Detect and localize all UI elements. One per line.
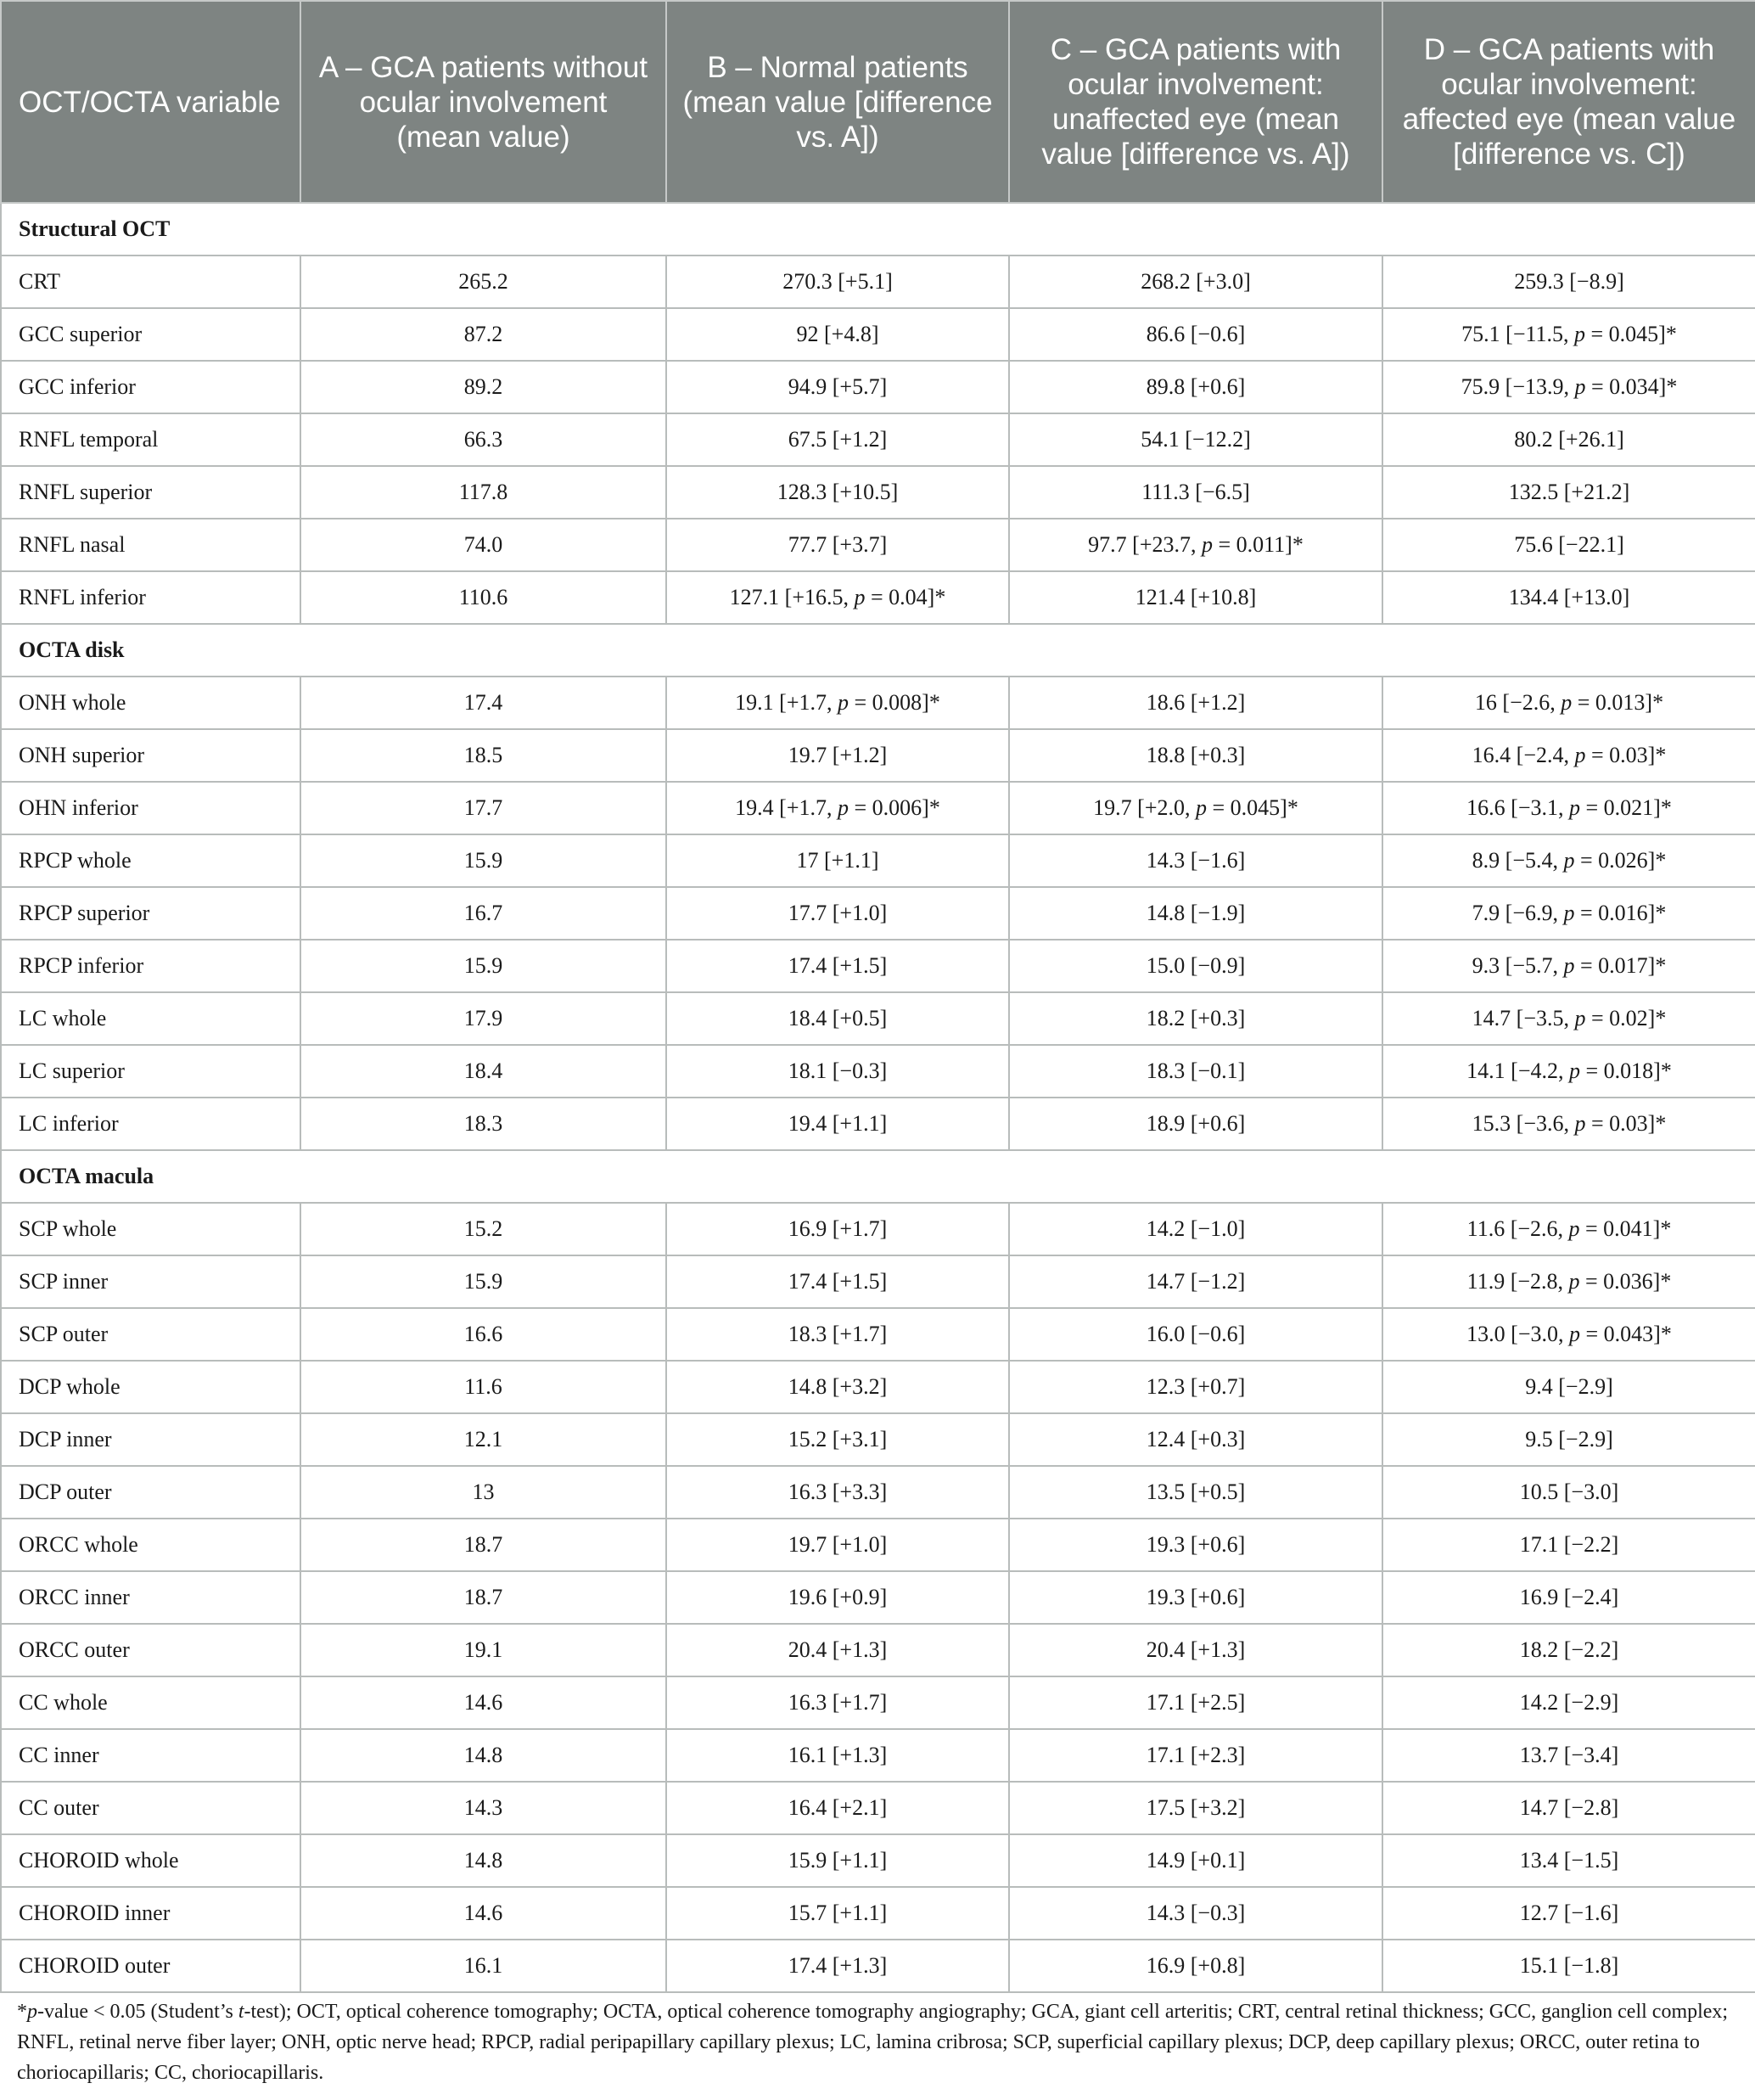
cell-group-a: 110.6 xyxy=(300,571,666,624)
cell-group-c: 20.4 [+1.3] xyxy=(1009,1624,1382,1676)
cell-group-b: 16.3 [+3.3] xyxy=(666,1466,1009,1519)
cell-group-c: 121.4 [+10.8] xyxy=(1009,571,1382,624)
cell-group-c: 12.3 [+0.7] xyxy=(1009,1361,1382,1413)
cell-group-b: 20.4 [+1.3] xyxy=(666,1624,1009,1676)
cell-group-d: 134.4 [+13.0] xyxy=(1382,571,1755,624)
p-symbol: p xyxy=(1563,848,1575,873)
cell-group-a: 14.8 xyxy=(300,1729,666,1782)
header-variable: OCT/OCTA variable xyxy=(1,1,300,203)
cell-group-a: 16.1 xyxy=(300,1940,666,1992)
cell-group-b: 17.4 [+1.3] xyxy=(666,1940,1009,1992)
cell-variable: CC inner xyxy=(1,1729,300,1782)
table-row xyxy=(1,1466,1755,1519)
cell-group-a: 18.7 xyxy=(300,1519,666,1571)
p-symbol: p xyxy=(1574,743,1586,767)
cell-group-b: 15.2 [+3.1] xyxy=(666,1413,1009,1466)
section-title: OCTA disk xyxy=(1,624,1755,677)
table-row xyxy=(1,1676,1755,1729)
cell-variable: SCP inner xyxy=(1,1255,300,1308)
cell-group-d: 18.2 [−2.2] xyxy=(1382,1624,1755,1676)
cell-variable: RNFL nasal xyxy=(1,519,300,571)
cell-group-d: 75.6 [−22.1] xyxy=(1382,519,1755,571)
cell-group-a: 89.2 xyxy=(300,361,666,413)
cell-group-c: 15.0 [−0.9] xyxy=(1009,940,1382,992)
cell-group-b: 77.7 [+3.7] xyxy=(666,519,1009,571)
cell-group-b: 128.3 [+10.5] xyxy=(666,466,1009,519)
cell-group-d: 9.3 [−5.7, p = 0.017]* xyxy=(1382,940,1755,992)
cell-group-c: 19.3 [+0.6] xyxy=(1009,1571,1382,1624)
cell-variable: RNFL temporal xyxy=(1,413,300,466)
cell-group-a: 18.5 xyxy=(300,729,666,782)
cell-group-d: 12.7 [−1.6] xyxy=(1382,1887,1755,1940)
cell-group-d: 14.1 [−4.2, p = 0.018]* xyxy=(1382,1045,1755,1098)
cell-group-d: 13.0 [−3.0, p = 0.043]* xyxy=(1382,1308,1755,1361)
p-symbol: p xyxy=(1569,795,1580,820)
cell-group-c: 13.5 [+0.5] xyxy=(1009,1466,1382,1519)
cell-variable: CHOROID inner xyxy=(1,1887,300,1940)
cell-group-d: 75.9 [−13.9, p = 0.034]* xyxy=(1382,361,1755,413)
cell-variable: RPCP superior xyxy=(1,887,300,940)
cell-group-a: 15.9 xyxy=(300,1255,666,1308)
cell-group-d: 16.9 [−2.4] xyxy=(1382,1571,1755,1624)
cell-variable: LC whole xyxy=(1,992,300,1045)
cell-variable: SCP whole xyxy=(1,1203,300,1255)
table-row xyxy=(1,1308,1755,1361)
cell-group-b: 16.3 [+1.7] xyxy=(666,1676,1009,1729)
cell-group-a: 14.3 xyxy=(300,1782,666,1834)
cell-group-d: 7.9 [−6.9, p = 0.016]* xyxy=(1382,887,1755,940)
table-row xyxy=(1,940,1755,992)
cell-group-d: 17.1 [−2.2] xyxy=(1382,1519,1755,1571)
cell-variable: RPCP inferior xyxy=(1,940,300,992)
table-row xyxy=(1,1887,1755,1940)
cell-group-c: 14.9 [+0.1] xyxy=(1009,1834,1382,1887)
cell-group-a: 18.4 xyxy=(300,1045,666,1098)
cell-group-c: 17.1 [+2.3] xyxy=(1009,1729,1382,1782)
p-symbol: p xyxy=(1561,690,1573,715)
cell-group-c: 17.5 [+3.2] xyxy=(1009,1782,1382,1834)
cell-variable: LC superior xyxy=(1,1045,300,1098)
table-row xyxy=(1,413,1755,466)
table-row xyxy=(1,834,1755,887)
table-row xyxy=(1,1729,1755,1782)
table-row xyxy=(1,519,1755,571)
cell-group-c: 19.3 [+0.6] xyxy=(1009,1519,1382,1571)
cell-variable: RPCP whole xyxy=(1,834,300,887)
cell-group-b: 18.1 [−0.3] xyxy=(666,1045,1009,1098)
table-body xyxy=(1,203,1755,1992)
cell-group-b: 18.4 [+0.5] xyxy=(666,992,1009,1045)
cell-group-c: 18.2 [+0.3] xyxy=(1009,992,1382,1045)
p-symbol: p xyxy=(1201,532,1213,557)
cell-group-a: 13 xyxy=(300,1466,666,1519)
cell-variable: GCC superior xyxy=(1,308,300,361)
cell-group-b: 19.7 [+1.2] xyxy=(666,729,1009,782)
p-symbol: p xyxy=(1568,1216,1580,1241)
cell-variable: ONH superior xyxy=(1,729,300,782)
cell-group-d: 80.2 [+26.1] xyxy=(1382,413,1755,466)
cell-group-a: 17.9 xyxy=(300,992,666,1045)
cell-group-c: 18.9 [+0.6] xyxy=(1009,1098,1382,1150)
table-row xyxy=(1,1098,1755,1150)
cell-group-d: 15.1 [−1.8] xyxy=(1382,1940,1755,1992)
cell-variable: LC inferior xyxy=(1,1098,300,1150)
p-symbol: p xyxy=(838,795,849,820)
cell-group-d: 16.4 [−2.4, p = 0.03]* xyxy=(1382,729,1755,782)
p-symbol: p xyxy=(1574,1111,1586,1136)
cell-group-b: 19.7 [+1.0] xyxy=(666,1519,1009,1571)
cell-group-c: 18.6 [+1.2] xyxy=(1009,677,1382,729)
p-symbol: p xyxy=(1568,1269,1580,1294)
cell-variable: CC whole xyxy=(1,1676,300,1729)
p-symbol: p xyxy=(1574,322,1586,346)
cell-group-b: 92 [+4.8] xyxy=(666,308,1009,361)
cell-group-b: 19.1 [+1.7, p = 0.008]* xyxy=(666,677,1009,729)
cell-group-a: 74.0 xyxy=(300,519,666,571)
table-row xyxy=(1,1571,1755,1624)
cell-group-a: 87.2 xyxy=(300,308,666,361)
cell-group-d: 11.9 [−2.8, p = 0.036]* xyxy=(1382,1255,1755,1308)
cell-group-a: 11.6 xyxy=(300,1361,666,1413)
cell-group-a: 12.1 xyxy=(300,1413,666,1466)
cell-group-a: 18.3 xyxy=(300,1098,666,1150)
cell-group-b: 94.9 [+5.7] xyxy=(666,361,1009,413)
header-group-c: C – GCA patients with ocular involvement: unaffected eye (mean value [difference vs. A]) xyxy=(1009,1,1382,203)
cell-group-b: 127.1 [+16.5, p = 0.04]* xyxy=(666,571,1009,624)
section-row xyxy=(1,1150,1755,1203)
cell-group-b: 14.8 [+3.2] xyxy=(666,1361,1009,1413)
cell-group-d: 16.6 [−3.1, p = 0.021]* xyxy=(1382,782,1755,834)
cell-group-a: 14.6 xyxy=(300,1676,666,1729)
header-row xyxy=(1,1,1755,203)
p-symbol: p xyxy=(1196,795,1207,820)
cell-group-a: 18.7 xyxy=(300,1571,666,1624)
cell-variable: ONH whole xyxy=(1,677,300,729)
cell-variable: CC outer xyxy=(1,1782,300,1834)
table-row xyxy=(1,887,1755,940)
cell-variable: DCP outer xyxy=(1,1466,300,1519)
p-symbol: p xyxy=(838,690,849,715)
cell-group-b: 15.9 [+1.1] xyxy=(666,1834,1009,1887)
cell-group-c: 97.7 [+23.7, p = 0.011]* xyxy=(1009,519,1382,571)
cell-group-b: 17.7 [+1.0] xyxy=(666,887,1009,940)
cell-group-c: 19.7 [+2.0, p = 0.045]* xyxy=(1009,782,1382,834)
cell-group-a: 19.1 xyxy=(300,1624,666,1676)
table-row xyxy=(1,1624,1755,1676)
table-row xyxy=(1,1361,1755,1413)
cell-variable: SCP outer xyxy=(1,1308,300,1361)
table-row xyxy=(1,1413,1755,1466)
p-symbol: p xyxy=(1563,901,1575,925)
cell-variable: CRT xyxy=(1,255,300,308)
cell-variable: ORCC inner xyxy=(1,1571,300,1624)
header-group-b: B – Normal patients (mean value [difference vs. A]) xyxy=(666,1,1009,203)
cell-variable: CHOROID whole xyxy=(1,1834,300,1887)
cell-group-a: 16.6 xyxy=(300,1308,666,1361)
section-title: Structural OCT xyxy=(1,203,1755,255)
table-row xyxy=(1,729,1755,782)
cell-group-b: 19.4 [+1.1] xyxy=(666,1098,1009,1150)
table-row xyxy=(1,1203,1755,1255)
cell-group-b: 16.9 [+1.7] xyxy=(666,1203,1009,1255)
cell-group-c: 18.8 [+0.3] xyxy=(1009,729,1382,782)
table-row xyxy=(1,1519,1755,1571)
p-symbol: p xyxy=(1569,1058,1580,1083)
table-row xyxy=(1,677,1755,729)
cell-group-c: 86.6 [−0.6] xyxy=(1009,308,1382,361)
cell-group-a: 15.9 xyxy=(300,940,666,992)
cell-group-a: 16.7 xyxy=(300,887,666,940)
cell-group-b: 15.7 [+1.1] xyxy=(666,1887,1009,1940)
cell-variable: ORCC whole xyxy=(1,1519,300,1571)
cell-group-c: 14.7 [−1.2] xyxy=(1009,1255,1382,1308)
cell-group-c: 14.8 [−1.9] xyxy=(1009,887,1382,940)
cell-variable: DCP inner xyxy=(1,1413,300,1466)
cell-group-c: 89.8 [+0.6] xyxy=(1009,361,1382,413)
cell-group-b: 67.5 [+1.2] xyxy=(666,413,1009,466)
cell-group-b: 19.4 [+1.7, p = 0.006]* xyxy=(666,782,1009,834)
table-row xyxy=(1,361,1755,413)
cell-group-d: 15.3 [−3.6, p = 0.03]* xyxy=(1382,1098,1755,1150)
cell-group-c: 16.0 [−0.6] xyxy=(1009,1308,1382,1361)
cell-group-d: 10.5 [−3.0] xyxy=(1382,1466,1755,1519)
cell-group-b: 270.3 [+5.1] xyxy=(666,255,1009,308)
header-group-a: A – GCA patients without ocular involvement (mean value) xyxy=(300,1,666,203)
section-row xyxy=(1,624,1755,677)
cell-group-c: 14.3 [−0.3] xyxy=(1009,1887,1382,1940)
cell-group-b: 16.1 [+1.3] xyxy=(666,1729,1009,1782)
cell-variable: RNFL inferior xyxy=(1,571,300,624)
cell-group-c: 54.1 [−12.2] xyxy=(1009,413,1382,466)
p-symbol: p xyxy=(1574,374,1586,399)
cell-group-d: 11.6 [−2.6, p = 0.041]* xyxy=(1382,1203,1755,1255)
cell-group-c: 111.3 [−6.5] xyxy=(1009,466,1382,519)
cell-group-d: 14.7 [−2.8] xyxy=(1382,1782,1755,1834)
table-row xyxy=(1,1834,1755,1887)
cell-group-a: 17.4 xyxy=(300,677,666,729)
cell-group-d: 16 [−2.6, p = 0.013]* xyxy=(1382,677,1755,729)
table-row xyxy=(1,1045,1755,1098)
cell-group-d: 9.4 [−2.9] xyxy=(1382,1361,1755,1413)
cell-group-d: 14.2 [−2.9] xyxy=(1382,1676,1755,1729)
cell-group-d: 259.3 [−8.9] xyxy=(1382,255,1755,308)
cell-group-c: 14.3 [−1.6] xyxy=(1009,834,1382,887)
cell-group-b: 17 [+1.1] xyxy=(666,834,1009,887)
cell-group-a: 14.6 xyxy=(300,1887,666,1940)
cell-group-a: 265.2 xyxy=(300,255,666,308)
cell-group-d: 132.5 [+21.2] xyxy=(1382,466,1755,519)
p-symbol: p xyxy=(1569,1322,1580,1346)
table-footnote xyxy=(17,1996,1740,2088)
cell-group-a: 17.7 xyxy=(300,782,666,834)
cell-group-d: 75.1 [−11.5, p = 0.045]* xyxy=(1382,308,1755,361)
cell-group-d: 9.5 [−2.9] xyxy=(1382,1413,1755,1466)
cell-group-a: 15.9 xyxy=(300,834,666,887)
table-row xyxy=(1,992,1755,1045)
header-group-d: D – GCA patients with ocular involvement: affected eye (mean value [difference vs. C]) xyxy=(1382,1,1755,203)
footnote-text-1: -value < 0.05 (Student’s xyxy=(37,2001,238,2023)
table-row xyxy=(1,1782,1755,1834)
cell-group-c: 18.3 [−0.1] xyxy=(1009,1045,1382,1098)
section-title: OCTA macula xyxy=(1,1150,1755,1203)
cell-variable: OHN inferior xyxy=(1,782,300,834)
cell-variable: DCP whole xyxy=(1,1361,300,1413)
cell-group-c: 12.4 [+0.3] xyxy=(1009,1413,1382,1466)
cell-group-c: 268.2 [+3.0] xyxy=(1009,255,1382,308)
table-row xyxy=(1,782,1755,834)
table-row xyxy=(1,1940,1755,1992)
cell-group-c: 17.1 [+2.5] xyxy=(1009,1676,1382,1729)
cell-variable: RNFL superior xyxy=(1,466,300,519)
cell-group-b: 18.3 [+1.7] xyxy=(666,1308,1009,1361)
section-row xyxy=(1,203,1755,255)
cell-group-b: 17.4 [+1.5] xyxy=(666,940,1009,992)
table-row xyxy=(1,308,1755,361)
table-row xyxy=(1,466,1755,519)
footnote-t-label: t xyxy=(238,2001,244,2023)
p-symbol: p xyxy=(1574,1006,1586,1030)
cell-group-b: 16.4 [+2.1] xyxy=(666,1782,1009,1834)
cell-group-d: 14.7 [−3.5, p = 0.02]* xyxy=(1382,992,1755,1045)
cell-group-a: 66.3 xyxy=(300,413,666,466)
cell-group-b: 17.4 [+1.5] xyxy=(666,1255,1009,1308)
table-row xyxy=(1,1255,1755,1308)
p-symbol: p xyxy=(854,585,866,609)
cell-group-c: 14.2 [−1.0] xyxy=(1009,1203,1382,1255)
footnote-p-label: p xyxy=(27,2001,37,2023)
footnote-text-2: -test); OCT, optical coherence tomography; OCTA, optical coherence tomography angiography; GCA, giant cell arteritis; CRT, central retinal thickness; GCC, ganglion cell complex; RNFL, retinal nerve fiber layer; ONH, optic nerve head; RPCP, radial peripapillary capillary plexus; LC, lamina cribrosa; SCP, superficial capillary plexus; DCP, deep capillary plexus; ORCC, outer retina to choriocapillaris; CC, choriocapillaris. xyxy=(17,2001,1729,2084)
cell-variable: GCC inferior xyxy=(1,361,300,413)
cell-group-b: 19.6 [+0.9] xyxy=(666,1571,1009,1624)
cell-group-d: 8.9 [−5.4, p = 0.026]* xyxy=(1382,834,1755,887)
footnote-star: * xyxy=(17,2001,27,2023)
p-symbol: p xyxy=(1563,953,1575,978)
cell-group-a: 15.2 xyxy=(300,1203,666,1255)
cell-variable: ORCC outer xyxy=(1,1624,300,1676)
cell-variable: CHOROID outer xyxy=(1,1940,300,1992)
cell-group-c: 16.9 [+0.8] xyxy=(1009,1940,1382,1992)
cell-group-d: 13.7 [−3.4] xyxy=(1382,1729,1755,1782)
table-row xyxy=(1,571,1755,624)
cell-group-a: 14.8 xyxy=(300,1834,666,1887)
cell-group-d: 13.4 [−1.5] xyxy=(1382,1834,1755,1887)
cell-group-a: 117.8 xyxy=(300,466,666,519)
table-row xyxy=(1,255,1755,308)
